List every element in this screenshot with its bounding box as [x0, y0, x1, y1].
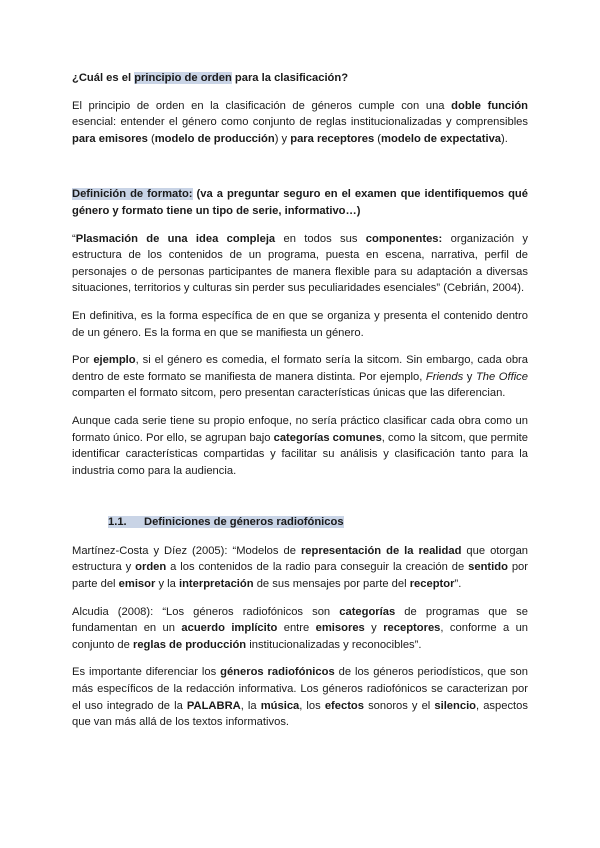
paragraph-radio-genres: Es importante diferenciar los géneros radiofónicos de los géneros periodísticos, que son más específicos de la redacción informativa. Los géneros radiofónicos se caracterizan por el uso integrado de la PALABRA, la música, los efectos sonoros y el silencio, aspectos que van más allá de los textos informativos. — [72, 666, 528, 729]
paragraph-principle: El principio de orden en la clasificación de géneros cumple con una doble función esencial: entender el género como conjunto de reglas institucionalizadas y comprensibles para emisores (modelo de producción) y para receptores (modelo de expectativa). — [72, 99, 528, 145]
definition-heading: Definición de formato: (va a preguntar seguro en el examen que identifiquemos qué género y formato tiene un tipo de serie, informativo…) — [72, 188, 528, 217]
document-page — [72, 70, 528, 742]
section-number: 1.1. — [108, 516, 127, 529]
paragraph-example: Por ejemplo, si el género es comedia, el formato sería la sitcom. Sin embargo, cada obra dentro de este formato se manifiesta de manera distinta. Por ejemplo, Friends y The Office comparten el formato sitcom, pero presentan características únicas que las diferencian. — [72, 354, 528, 400]
question-heading: ¿Cuál es el principio de orden para la clasificación? — [72, 72, 349, 84]
section-title: Definiciones de géneros radiofónicos — [144, 516, 344, 529]
paragraph-definition: En definitiva, es la forma específica de en que se organiza y presenta el contenido dentro de un género. Es la forma en que se manifiesta un género. — [72, 309, 528, 339]
paragraph-quote: “Plasmación de una idea compleja en todos sus componentes: organización y estructura de los contenidos de un programa, puesta en escena, narrativa, perfil de personajes o de personas participantes de manera flexible para su adaptación a diversas situaciones, territorios y culturas sin perder sus peculiaridades esenciales” (Cebrián, 2004). — [72, 232, 529, 295]
paragraph-alcudia: Alcudia (2008): “Los géneros radiofónicos son categorías de programas que se fundamentan en un acuerdo implícito entre emisores y receptores, conforme a un conjunto de reglas de producción institucionalizadas y reconocibles”. — [72, 605, 529, 651]
highlighted-term: principio de orden — [134, 72, 232, 84]
highlighted-term: Definición de formato: — [72, 188, 193, 201]
section-heading — [72, 514, 528, 531]
paragraph-martinez-costa: Martínez-Costa y Díez (2005): “Modelos de representación de la realidad que otorgan estructura y orden a los contenidos de la radio para conseguir la creación de sentido por parte del emisor y la interpretación de sus mensajes por parte del receptor”. — [72, 544, 529, 591]
paragraph-categories: Aunque cada serie tiene su propio enfoque, no sería práctico clasificar cada obra como un formato único. Por ello, se agrupan bajo categorías comunes, como la sitcom, que permite identificar características compartidas y facilitar su análisis y clasificación tanto para la industria como para la audiencia. — [72, 414, 528, 477]
